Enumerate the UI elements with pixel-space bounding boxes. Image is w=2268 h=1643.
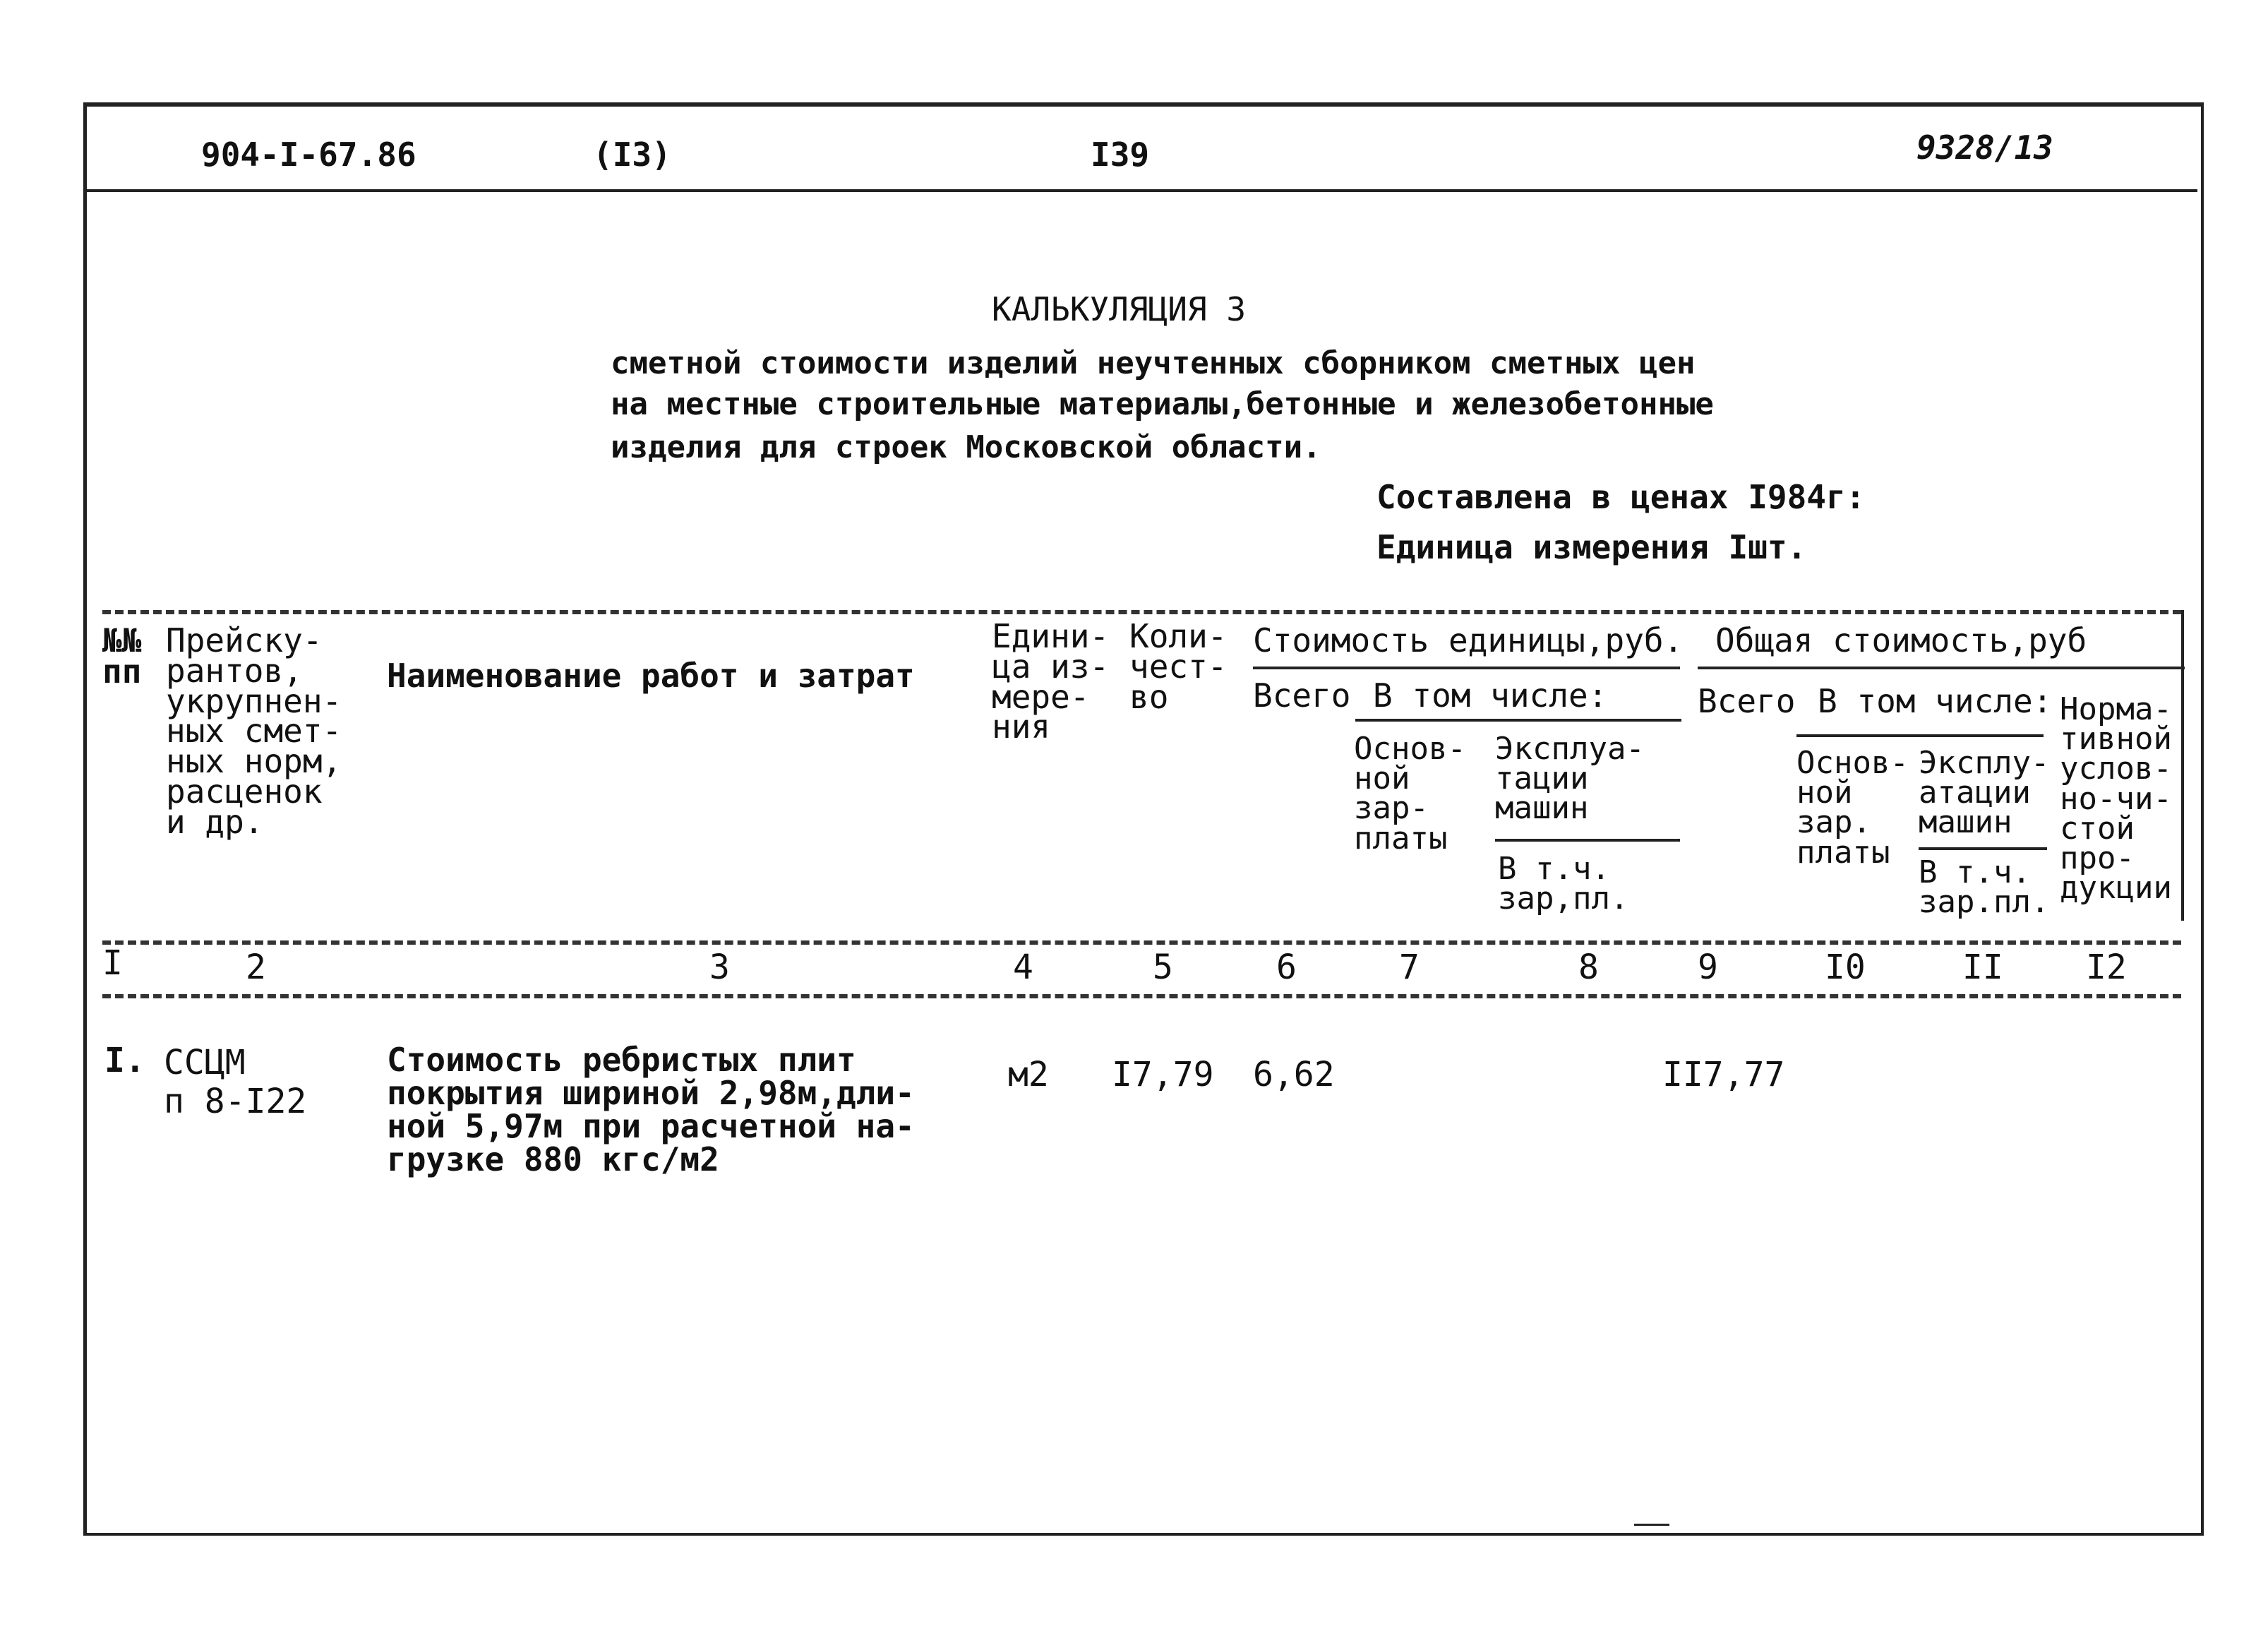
total-cost-group-rule xyxy=(1698,667,2185,669)
col-header-unit-total: Всего xyxy=(1253,676,1351,715)
unit-cost-group-rule xyxy=(1253,667,1680,669)
col-header-unit-incl: В том числе: xyxy=(1373,676,1608,715)
row-qty: I7,79 xyxy=(1112,1055,1214,1094)
column-numbers-top-rule xyxy=(102,940,2181,945)
row-unit-total: 6,62 xyxy=(1253,1055,1335,1094)
column-number: 7 xyxy=(1399,948,1420,987)
calc-desc-line-2: на местные строительные материалы,бетонные и железобетонные xyxy=(611,386,1714,422)
column-number: I2 xyxy=(2086,948,2127,987)
doc-code: 904-I-67.86 xyxy=(201,136,416,174)
unit-of-measure: Единица измерения Iшт. xyxy=(1376,528,1807,566)
column-numbers-bottom-rule xyxy=(102,994,2181,998)
calc-desc-line-3: изделия для строек Московской области. xyxy=(611,429,1321,465)
page-number: I39 xyxy=(1091,136,1150,174)
table-right-edge xyxy=(2181,610,2184,921)
table-top-rule xyxy=(102,610,2181,614)
machines2-wage-rule xyxy=(1919,847,2047,850)
header-rule xyxy=(83,189,2197,192)
archive-number: 9328/13 xyxy=(1916,129,2053,167)
column-number: 8 xyxy=(1578,948,1599,987)
col-header-name: Наименование работ и затрат xyxy=(387,657,915,695)
col-header-unit: Едини- ца из- мере- ния xyxy=(992,617,1110,746)
total-incl-rule xyxy=(1796,734,2044,737)
column-number: 6 xyxy=(1276,948,1297,987)
row-unit: м2 xyxy=(1008,1055,1049,1094)
column-number: II xyxy=(1962,948,2003,987)
col-header-ref: Прейску- рантов, укрупнен- ных смет- ных норм, расценок и др. xyxy=(166,621,342,841)
col-header-normative: Норма- тивной услов- но-чи- стой про- дукции xyxy=(2060,691,2172,907)
col-header-base-wage: Основ- ной зар- платы xyxy=(1354,731,1466,856)
price-basis: Составлена в ценах I984г: xyxy=(1376,478,1866,516)
unit-incl-rule xyxy=(1355,719,1681,722)
col-header-machines-wage: В т.ч. зар,пл. xyxy=(1498,851,1629,917)
column-number: 3 xyxy=(709,948,730,987)
col-header-machines-2: Эксплу- атации машин xyxy=(1919,745,2050,841)
col-header-total-cost: Общая стоимость,руб xyxy=(1715,621,2087,659)
column-number: I xyxy=(102,943,123,983)
col-header-total-incl: В том числе: xyxy=(1818,682,2053,720)
col-header-qty: Коли- чест- во xyxy=(1129,617,1228,716)
column-number: I0 xyxy=(1825,948,1866,987)
column-number: 2 xyxy=(246,948,266,987)
col-header-machines: Эксплуа- тации машин xyxy=(1495,731,1645,827)
part-number: (I3) xyxy=(593,136,671,174)
col-header-unit-cost: Стоимость единицы,руб. xyxy=(1253,621,1684,659)
column-number: 9 xyxy=(1698,948,1718,987)
col-header-base-wage-2: Основ- ной зар. платы xyxy=(1796,745,1909,871)
col-header-total-total: Всего xyxy=(1698,682,1796,720)
column-number: 4 xyxy=(1013,948,1033,987)
row-number: I. xyxy=(104,1041,145,1080)
col-header-machines-wage-2: В т.ч. зар.пл. xyxy=(1919,854,2050,921)
row-total: II7,77 xyxy=(1662,1055,1785,1094)
machines-wage-rule xyxy=(1495,839,1680,842)
column-number: 5 xyxy=(1153,948,1173,987)
row-name: Стоимость ребристых плит покрытия шириной 2,98м,дли- ной 5,97м при расчетной на- грузке 880 кгс/м2 xyxy=(387,1041,915,1178)
calc-title: КАЛЬКУЛЯЦИЯ 3 xyxy=(992,290,1247,328)
row-ref: ССЦМ п 8-I22 xyxy=(164,1043,307,1122)
bottom-mark xyxy=(1634,1524,1669,1526)
col-header-no: №№ пп xyxy=(102,621,142,691)
calc-desc-line-1: сметной стоимости изделий неучтенных сборником сметных цен xyxy=(611,345,1696,381)
